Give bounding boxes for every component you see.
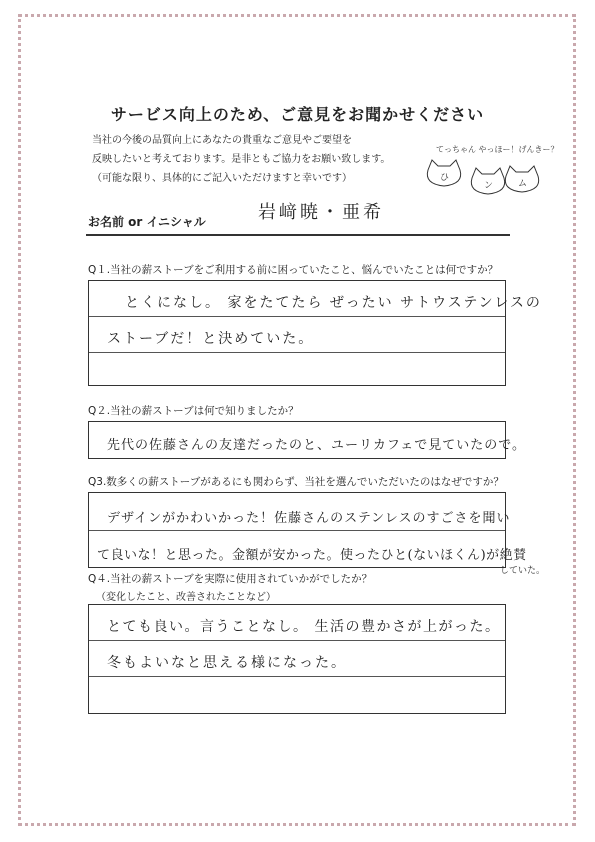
intro-line: 反映したいと考えております。是非ともご協力をお願い致します。 xyxy=(92,154,391,165)
q1-answer-2: ストーブだ！と決めていた。 xyxy=(107,331,315,347)
answer-line xyxy=(89,317,505,353)
cat-label: ひ xyxy=(440,173,450,183)
q4-answer-1: とても良い。言うことなし。 生活の豊かさが上がった。 xyxy=(107,619,501,635)
intro-line: 当社の今後の品質向上にあなたの貴重なご意見やご要望を xyxy=(92,135,352,146)
q3-answer-overflow: していた。 xyxy=(500,566,546,576)
answer-line xyxy=(89,677,505,713)
q4-question: Q４.当社の薪ストーブを実際に使用されていかがでしたか？ xyxy=(88,573,373,585)
cat-label: ン xyxy=(484,181,494,191)
answer-line xyxy=(89,493,511,531)
q3-answer-box[interactable] xyxy=(88,492,527,568)
q1-answer-box[interactable] xyxy=(88,280,542,386)
name-label: お名前 or イニシャル xyxy=(88,215,206,229)
q4-answer-2: 冬もよいなと思える様になった。 xyxy=(107,655,347,671)
q4-note: （変化したこと、改善されたことなど） xyxy=(96,592,276,603)
cat-doodle xyxy=(420,140,580,210)
q3-answer-1: デザインがかわいかった！佐藤さんのステンレスのすごさを聞い xyxy=(107,511,511,526)
q2-question: Q２.当社の薪ストーブは何で知りましたか？ xyxy=(88,405,299,417)
answer-line xyxy=(89,605,505,641)
form-title: サービス向上のため、ご意見をお聞かせください xyxy=(110,105,485,124)
q1-answer-1: とくになし。 家をたてたら ぜったい サトウステンレスの xyxy=(125,295,542,311)
intro-text xyxy=(92,131,390,188)
q2-answer-box[interactable] xyxy=(88,421,526,459)
q4-answer-box[interactable] xyxy=(88,604,506,714)
doodle-message: てっちゃん やっほー！げんきー？ xyxy=(436,145,559,154)
q2-answer-1: 先代の佐藤さんの友達だったのと、ユーリカフェで見ていたので。 xyxy=(107,438,526,453)
answer-line xyxy=(89,641,505,677)
answer-line xyxy=(89,281,542,317)
intro-line: （可能な限り、具体的にご記入いただけますと幸いです） xyxy=(92,173,352,184)
name-underline xyxy=(86,234,510,236)
answer-line xyxy=(89,422,526,457)
name-field[interactable]: 岩﨑暁・亜希 xyxy=(258,202,384,223)
q3-question: Q3.数多くの薪ストーブがあるにも関わらず、当社を選んでいただいたのはなぜですか？ xyxy=(88,476,504,488)
answer-line xyxy=(89,531,527,567)
q3-answer-2: て良いな！と思った。金額が安かった。使ったひと(ないほくん)が絶賛 xyxy=(97,548,527,563)
answer-line xyxy=(89,353,505,385)
cat-label: ム xyxy=(518,179,528,189)
q1-question: Q１.当社の薪ストーブをご利用する前に困っていたこと、悩んでいたことは何ですか？ xyxy=(88,264,499,276)
